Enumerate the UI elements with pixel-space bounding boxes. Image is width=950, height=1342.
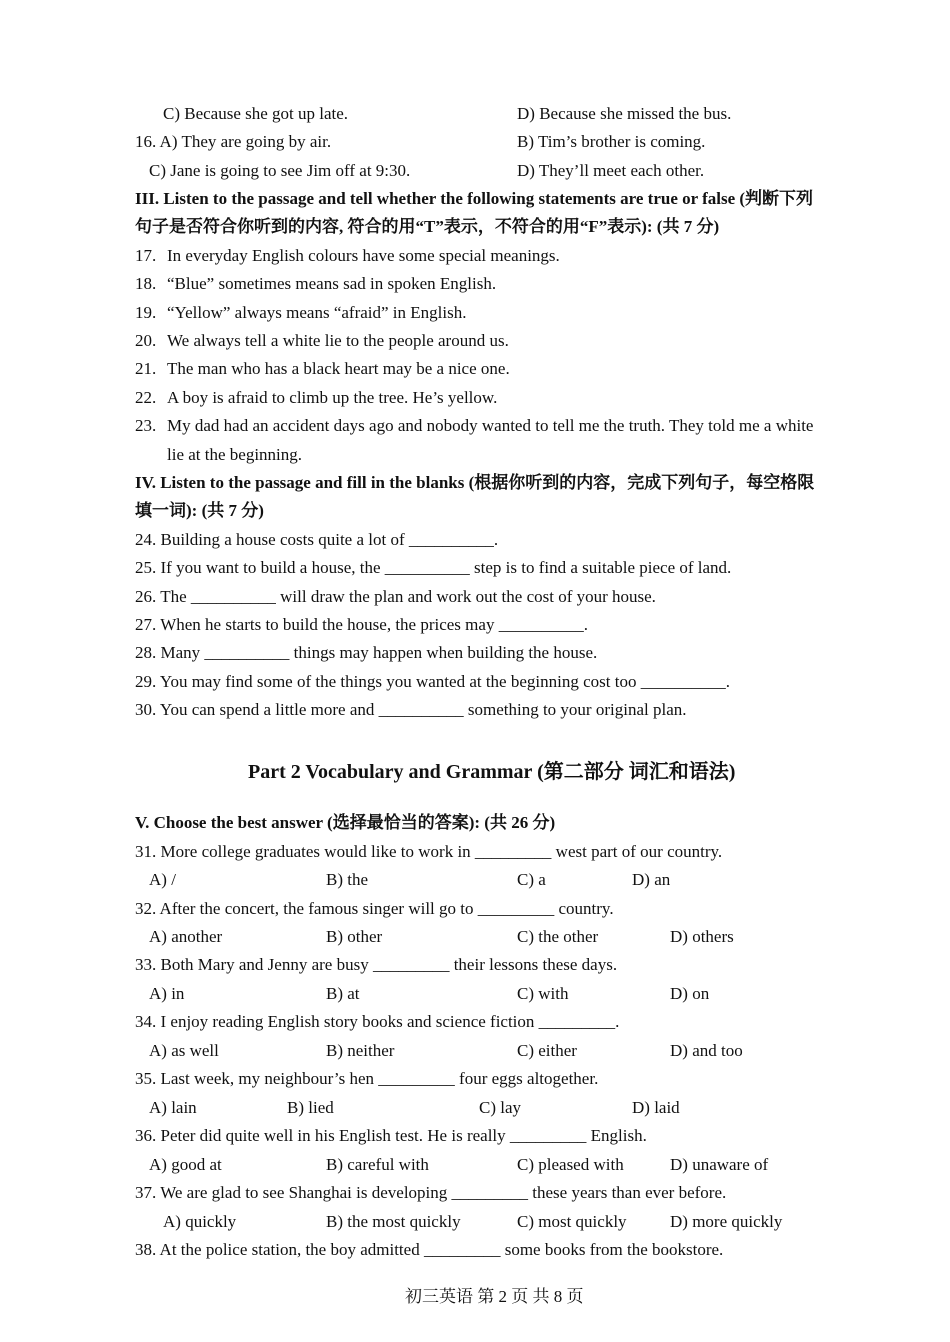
option-a: A) lain [149,1098,197,1117]
statement-number: 19. [135,303,157,322]
statement-text: “Blue” sometimes means sad in spoken English. [167,274,497,293]
option-a: A) as well [149,1041,219,1060]
option-a: A) quickly [163,1212,237,1231]
statement-text-cont: lie at the beginning. [167,445,303,464]
option-c: C) the other [517,927,599,946]
statement-number: 22. [135,388,157,407]
option-c: C) a [517,870,546,889]
statement-number: 20. [135,331,157,350]
section4-heading-cont: 填一词): (共 7 分) [135,501,264,520]
statement-text: The man who has a black heart may be a nice one. [167,359,510,378]
option-d: D) on [670,984,710,1003]
option-b: B) neither [326,1041,395,1060]
section4-heading: IV. Listen to the passage and fill in the blanks (根据你听到的内容，完成下列句子，每空格限 [135,473,815,492]
fill-blank-item: 25. If you want to build a house, the __________ step is to find a suitable piece of land. [135,558,732,577]
option-a: A) / [149,870,176,889]
q15-option-c: C) Because she got up late. [163,104,349,123]
statement-text: A boy is afraid to climb up the tree. He’s yellow. [167,388,498,407]
q15-option-d: D) Because she missed the bus. [517,104,732,123]
question-stem: 34. I enjoy reading English story books and science fiction _________. [135,1012,620,1031]
statement-number: 18. [135,274,157,293]
option-a: A) in [149,984,185,1003]
section5-heading: V. Choose the best answer (选择最恰当的答案): (共 26 分) [135,813,556,832]
statement-number: 23. [135,416,157,435]
q16-option-d: D) They’ll meet each other. [517,161,705,180]
question-stem: 35. Last week, my neighbour’s hen _________ four eggs altogether. [135,1069,599,1088]
q16-option-c: C) Jane is going to see Jim off at 9:30. [149,161,411,180]
fill-blank-item: 30. You can spend a little more and __________ something to your original plan. [135,700,687,719]
option-b: B) careful with [326,1155,429,1174]
option-b: B) at [326,984,360,1003]
statement-text: “Yellow” always means “afraid” in English. [167,303,467,322]
option-a: A) another [149,927,223,946]
option-d: D) laid [632,1098,680,1117]
question-stem: 33. Both Mary and Jenny are busy _________ their lessons these days. [135,955,618,974]
q16-option-b: B) Tim’s brother is coming. [517,132,706,151]
option-b: B) lied [287,1098,334,1117]
section3-heading-cont: 句子是否符合你听到的内容, 符合的用“T”表示，不符合的用“F”表示): (共 7 分) [135,217,720,236]
option-c: C) either [517,1041,577,1060]
option-c: C) with [517,984,569,1003]
fill-blank-item: 26. The __________ will draw the plan and work out the cost of your house. [135,587,656,606]
question-stem: 36. Peter did quite well in his English test. He is really _________ English. [135,1126,647,1145]
option-b: B) the [326,870,369,889]
q16-option-a: 16. A) They are going by air. [135,132,332,151]
statement-number: 21. [135,359,157,378]
option-a: A) good at [149,1155,222,1174]
page-footer: 初三英语 第 2 页 共 8 页 [405,1287,584,1306]
section3-heading: III. Listen to the passage and tell whether the following statements are true or false (判断下列 [135,189,814,208]
question-stem: 38. At the police station, the boy admitted _________ some books from the bookstore. [135,1240,724,1259]
option-c: C) pleased with [517,1155,624,1174]
option-b: B) the most quickly [326,1212,461,1231]
fill-blank-item: 24. Building a house costs quite a lot of __________. [135,530,499,549]
question-stem: 31. More college graduates would like to work in _________ west part of our country. [135,842,723,861]
option-d: D) an [632,870,671,889]
part2-title: Part 2 Vocabulary and Grammar (第二部分 词汇和语法) [248,761,736,783]
question-stem: 32. After the concert, the famous singer will go to _________ country. [135,899,614,918]
option-c: C) most quickly [517,1212,627,1231]
statement-text: My dad had an accident days ago and nobody wanted to tell me the truth. They told me a white [167,416,814,435]
fill-blank-item: 28. Many __________ things may happen when building the house. [135,643,598,662]
statement-number: 17. [135,246,157,265]
option-d: D) more quickly [670,1212,783,1231]
fill-blank-item: 29. You may find some of the things you wanted at the beginning cost too __________. [135,672,730,691]
option-b: B) other [326,927,383,946]
statement-text: In everyday English colours have some special meanings. [167,246,560,265]
question-stem: 37. We are glad to see Shanghai is developing _________ these years than ever before. [135,1183,727,1202]
option-c: C) lay [479,1098,522,1117]
fill-blank-item: 27. When he starts to build the house, the prices may __________. [135,615,588,634]
option-d: D) unaware of [670,1155,769,1174]
option-d: D) and too [670,1041,743,1060]
statement-text: We always tell a white lie to the people around us. [167,331,509,350]
option-d: D) others [670,927,734,946]
